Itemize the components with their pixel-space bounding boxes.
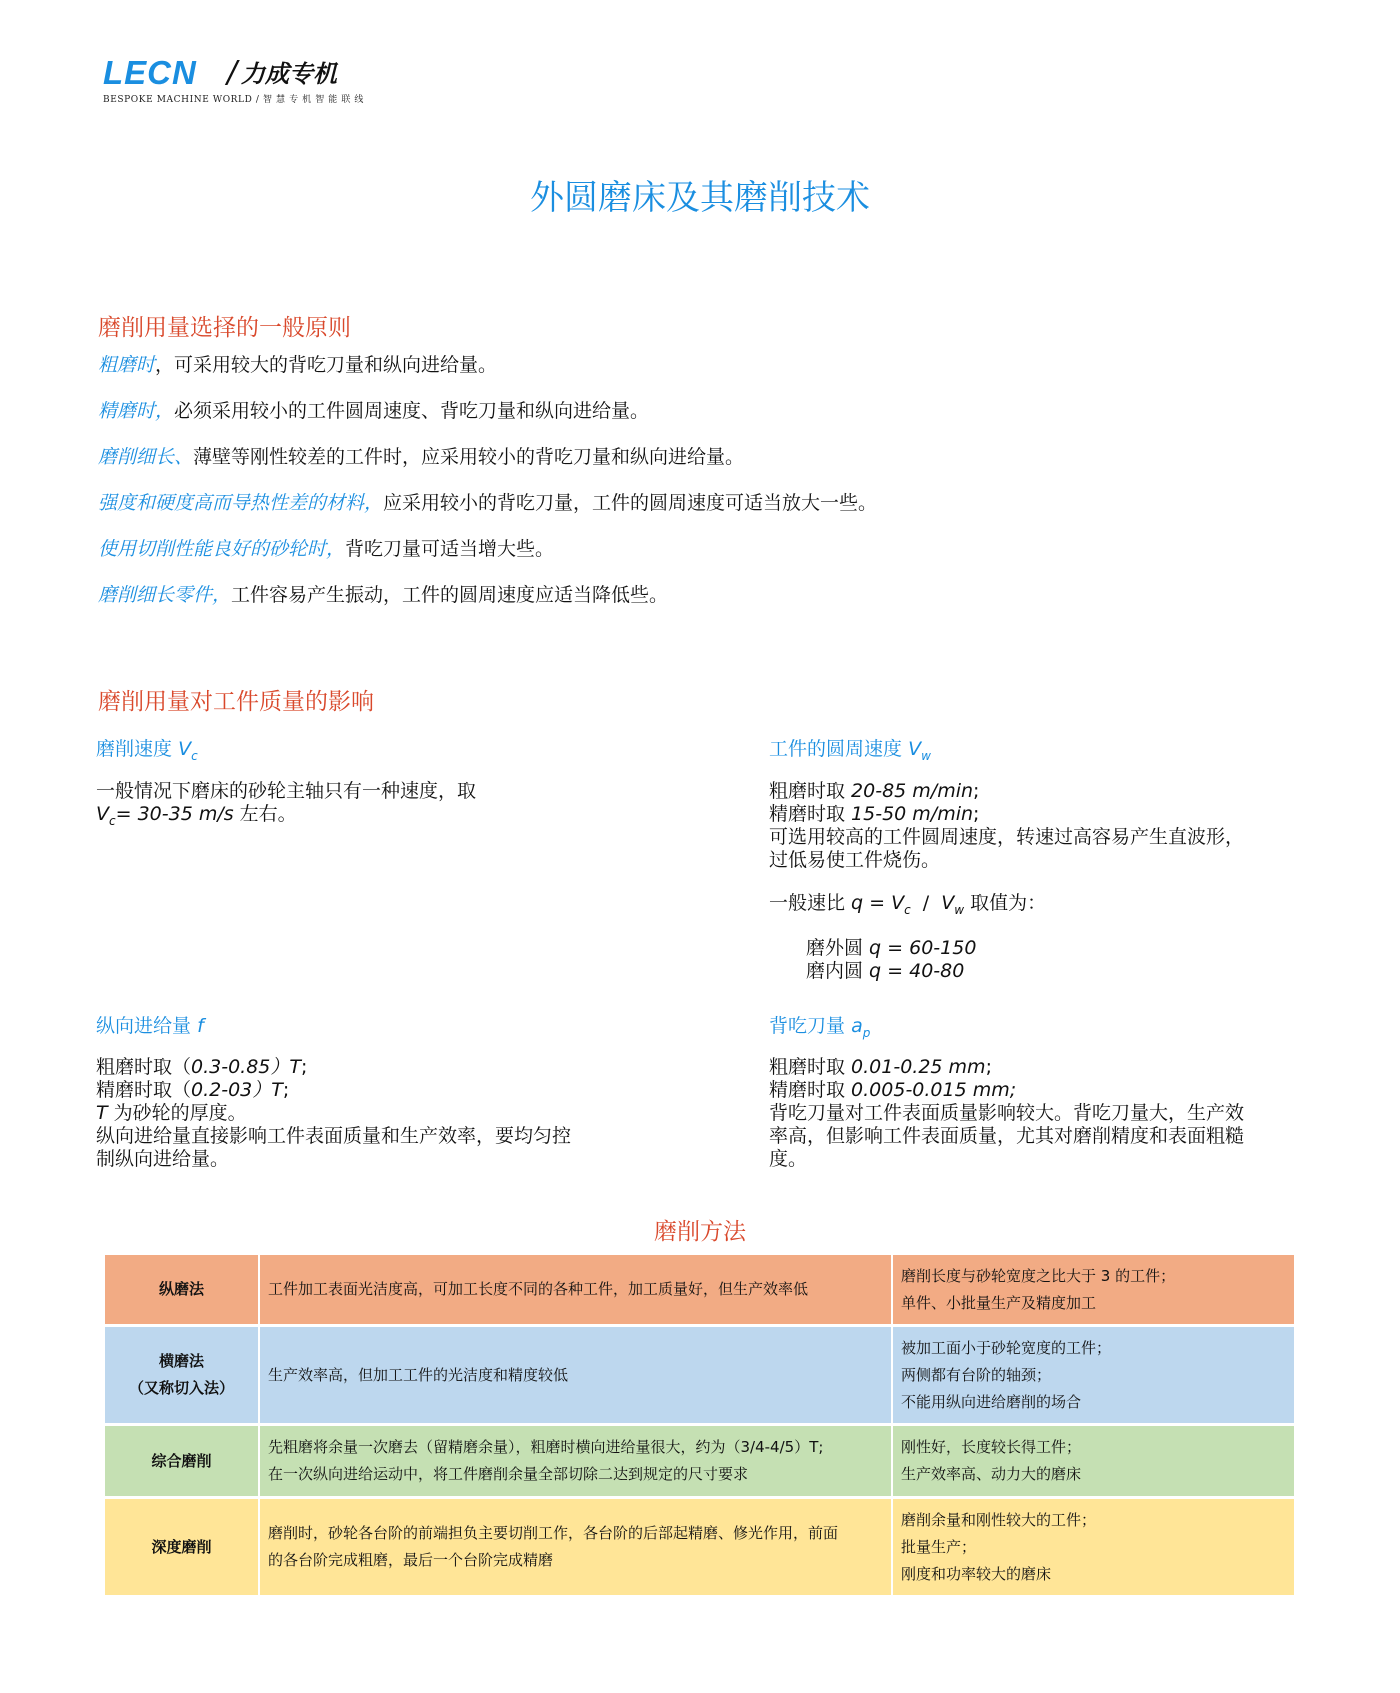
work-speed-heading xyxy=(769,734,931,763)
body-line xyxy=(96,803,696,833)
body-text: ; xyxy=(973,780,980,802)
rule-item xyxy=(98,489,877,517)
rule-highlight: 磨削细长零件， xyxy=(98,584,232,606)
rule-highlight: 粗磨时 xyxy=(98,354,156,376)
method-name: 横磨法 xyxy=(158,1352,204,1370)
body-text: 左右。 xyxy=(233,803,297,825)
body-line: 制纵向进给量。 xyxy=(96,1148,230,1170)
feed-heading xyxy=(96,1011,204,1038)
method-name-cell xyxy=(105,1499,260,1598)
work-speed-body xyxy=(769,780,1329,872)
body-line xyxy=(96,1102,696,1125)
body-text: 精磨时取 xyxy=(769,1079,852,1101)
method-application-cell xyxy=(893,1327,1296,1426)
application-line: 生产效率高、动力大的磨床 xyxy=(901,1465,1082,1483)
value: 0.3-0.85）T xyxy=(191,1056,301,1078)
body-line xyxy=(769,803,1329,826)
method-name: 深度磨削 xyxy=(151,1537,212,1556)
value: 15-50 m/min xyxy=(851,803,974,825)
symbol: T xyxy=(96,1102,108,1124)
method-application-cell xyxy=(893,1426,1296,1499)
grinding-speed-body xyxy=(96,780,696,833)
method-feature: 的各台阶完成粗磨，最后一个台阶完成精磨 xyxy=(268,1551,554,1569)
heading-text: 工件的圆周速度 xyxy=(769,738,903,760)
application-line: 被加工面小于砂轮宽度的工件； xyxy=(901,1338,1112,1357)
method-feature-cell xyxy=(260,1426,893,1499)
method-name-cell xyxy=(105,1255,260,1327)
table-row xyxy=(105,1499,1296,1598)
rule-item xyxy=(98,397,649,425)
symbol: V xyxy=(178,738,192,760)
symbol: a xyxy=(851,1015,863,1037)
body-text: / xyxy=(910,892,942,914)
grinding-speed-heading xyxy=(96,734,198,763)
methods-title: 磨削方法 xyxy=(654,1219,746,1245)
body-text: ; xyxy=(301,1056,308,1078)
symbol: V xyxy=(891,892,905,914)
body-line xyxy=(769,1079,1329,1102)
section-title-quality-influence: 磨削用量对工件质量的影响 xyxy=(98,689,374,715)
body-line: 率高，但影响工件表面质量，尤其对磨削精度和表面粗糙 xyxy=(769,1125,1245,1147)
section-title-principles: 磨削用量选择的一般原则 xyxy=(98,315,351,341)
table-row xyxy=(105,1327,1296,1426)
application-line: 不能用纵向进给磨削的场合 xyxy=(901,1392,1082,1411)
application-line: 批量生产； xyxy=(901,1537,977,1556)
value: q = 40-80 xyxy=(869,960,965,982)
value: 20-85 m/min xyxy=(851,780,974,802)
application-line: 磨削余量和刚性较大的工件； xyxy=(901,1510,1097,1529)
table-row xyxy=(105,1255,1296,1327)
body-text: 磨内圆 xyxy=(806,960,870,982)
symbol: f xyxy=(197,1015,204,1037)
rule-item xyxy=(98,535,554,563)
value: 0.005-0.015 mm; xyxy=(851,1079,1017,1101)
body-text: 取值为： xyxy=(964,892,1047,914)
body-text: 粗磨时取 xyxy=(769,1056,852,1078)
speed-ratio-values xyxy=(806,937,1206,983)
body-text: 磨外圆 xyxy=(806,937,870,959)
body-line xyxy=(769,780,1329,803)
body-text: = xyxy=(863,892,892,914)
page-title: 外圆磨床及其磨削技术 xyxy=(530,178,870,218)
method-feature: 生产效率高，但加工工件的光洁度和精度较低 xyxy=(268,1365,569,1384)
body-text: 粗磨时取 xyxy=(769,780,852,802)
subscript: w xyxy=(954,902,965,917)
body-text: ; xyxy=(985,1056,992,1078)
rule-highlight: 精磨时， xyxy=(98,400,175,422)
method-name: 纵磨法 xyxy=(158,1280,204,1298)
body-line xyxy=(96,1079,696,1102)
depth-heading xyxy=(769,1011,870,1040)
table-row xyxy=(105,1426,1296,1499)
subscript: c xyxy=(904,902,911,917)
method-feature: 在一次纵向进给运动中，将工件磨削余量全部切除二达到规定的尺寸要求 xyxy=(268,1465,749,1483)
body-text: ; xyxy=(973,803,980,825)
company-logo xyxy=(103,56,373,106)
body-line: 可选用较高的工件圆周速度，转速过高容易产生直波形， xyxy=(769,826,1245,848)
application-line: 磨削长度与砂轮宽度之比大于 3 的工件； xyxy=(901,1266,1176,1285)
application-line: 单件、小批量生产及精度加工 xyxy=(901,1293,1097,1312)
method-name-note: （又称切入法） xyxy=(128,1379,234,1397)
body-line xyxy=(806,937,1206,960)
grinding-methods-table xyxy=(105,1255,1296,1598)
subscript: p xyxy=(862,1025,871,1040)
logo-mark: LECN xyxy=(103,54,197,91)
rule-item xyxy=(98,351,497,379)
subscript: c xyxy=(191,748,198,763)
body-text: 为砂轮的厚度。 xyxy=(107,1102,247,1124)
application-line: 刚度和功率较大的磨床 xyxy=(901,1564,1052,1583)
rule-text: 薄壁等刚性较差的工件时，应采用较小的背吃刀量和纵向进给量。 xyxy=(193,446,745,468)
rule-item xyxy=(98,443,744,471)
rule-highlight: 使用切削性能良好的砂轮时， xyxy=(98,538,346,560)
heading-text: 磨削速度 xyxy=(96,738,173,760)
value: 0.2-03）T xyxy=(191,1079,283,1101)
body-text: 精磨时取 xyxy=(769,803,852,825)
depth-body xyxy=(769,1056,1329,1171)
rule-text: 工件容易产生振动，工件的圆周速度应适当降低些。 xyxy=(231,584,669,606)
method-feature-cell xyxy=(260,1327,893,1426)
body-text: ; xyxy=(282,1079,290,1101)
rule-highlight: 磨削细长、 xyxy=(98,446,194,468)
method-name-cell xyxy=(105,1426,260,1499)
symbol: V xyxy=(941,892,955,914)
symbol: q xyxy=(851,892,864,914)
method-feature-cell xyxy=(260,1255,893,1327)
body-text: 精磨时取（ xyxy=(96,1079,192,1101)
rule-highlight: 强度和硬度高而导热性差的材料， xyxy=(98,492,384,514)
body-line xyxy=(96,1056,696,1079)
value: q = 60-150 xyxy=(869,937,977,959)
method-application-cell xyxy=(893,1499,1296,1598)
method-feature: 磨削时，砂轮各台阶的前端担负主要切削工作，各台阶的后部起精磨、修光作用，前面 xyxy=(268,1524,839,1542)
rule-text: ，可采用较大的背吃刀量和纵向进给量。 xyxy=(155,354,498,376)
method-name: 综合磨削 xyxy=(151,1451,212,1470)
method-name-cell xyxy=(105,1327,260,1426)
rule-item xyxy=(98,581,668,609)
logo-tagline: BESPOKE MACHINE WORLD / 智 慧 专 机 智 能 联 线 xyxy=(103,95,365,105)
body-line: 过低易使工件烧伤。 xyxy=(769,849,941,871)
heading-text: 背吃刀量 xyxy=(769,1015,846,1037)
subscript: c xyxy=(109,813,116,828)
symbol: V xyxy=(96,803,109,825)
logo-chinese-name: 力成专机 xyxy=(241,60,337,88)
body-line: 背吃刀量对工件表面质量影响较大。背吃刀量大，生产效 xyxy=(769,1102,1245,1124)
subscript: w xyxy=(921,748,931,763)
feed-body xyxy=(96,1056,696,1171)
value: 0.01-0.25 mm xyxy=(851,1056,986,1078)
method-feature-cell xyxy=(260,1499,893,1598)
symbol: V xyxy=(908,738,922,760)
method-application-cell xyxy=(893,1255,1296,1327)
heading-text: 纵向进给量 xyxy=(96,1015,192,1037)
body-line: 纵向进给量直接影响工件表面质量和生产效率，要均匀控 xyxy=(96,1125,572,1147)
method-feature: 先粗磨将余量一次磨去（留精磨余量），粗磨时横向进给量很大，约为（3/4-4/5）T; xyxy=(268,1438,824,1456)
body-line xyxy=(806,960,1206,983)
body-text: 粗磨时取（ xyxy=(96,1056,192,1078)
body-text: 一般速比 xyxy=(769,892,852,914)
body-line xyxy=(769,1056,1329,1079)
speed-ratio-line xyxy=(769,892,1329,922)
rule-text: 背吃刀量可适当增大些。 xyxy=(345,538,555,560)
logo-divider: / xyxy=(227,55,238,90)
rule-text: 应采用较小的背吃刀量，工件的圆周速度可适当放大一些。 xyxy=(383,492,878,514)
body-line: 一般情况下磨床的砂轮主轴只有一种速度，取 xyxy=(96,780,477,802)
method-feature: 工件加工表面光洁度高，可加工长度不同的各种工件，加工质量好，但生产效率低 xyxy=(268,1280,809,1298)
application-line: 刚性好，长度较长得工件； xyxy=(901,1438,1082,1456)
body-line: 度。 xyxy=(769,1148,808,1170)
value: = 30-35 m/s xyxy=(115,803,234,825)
application-line: 两侧都有台阶的轴颈； xyxy=(901,1365,1052,1384)
rule-text: 必须采用较小的工件圆周速度、背吃刀量和纵向进给量。 xyxy=(174,400,650,422)
